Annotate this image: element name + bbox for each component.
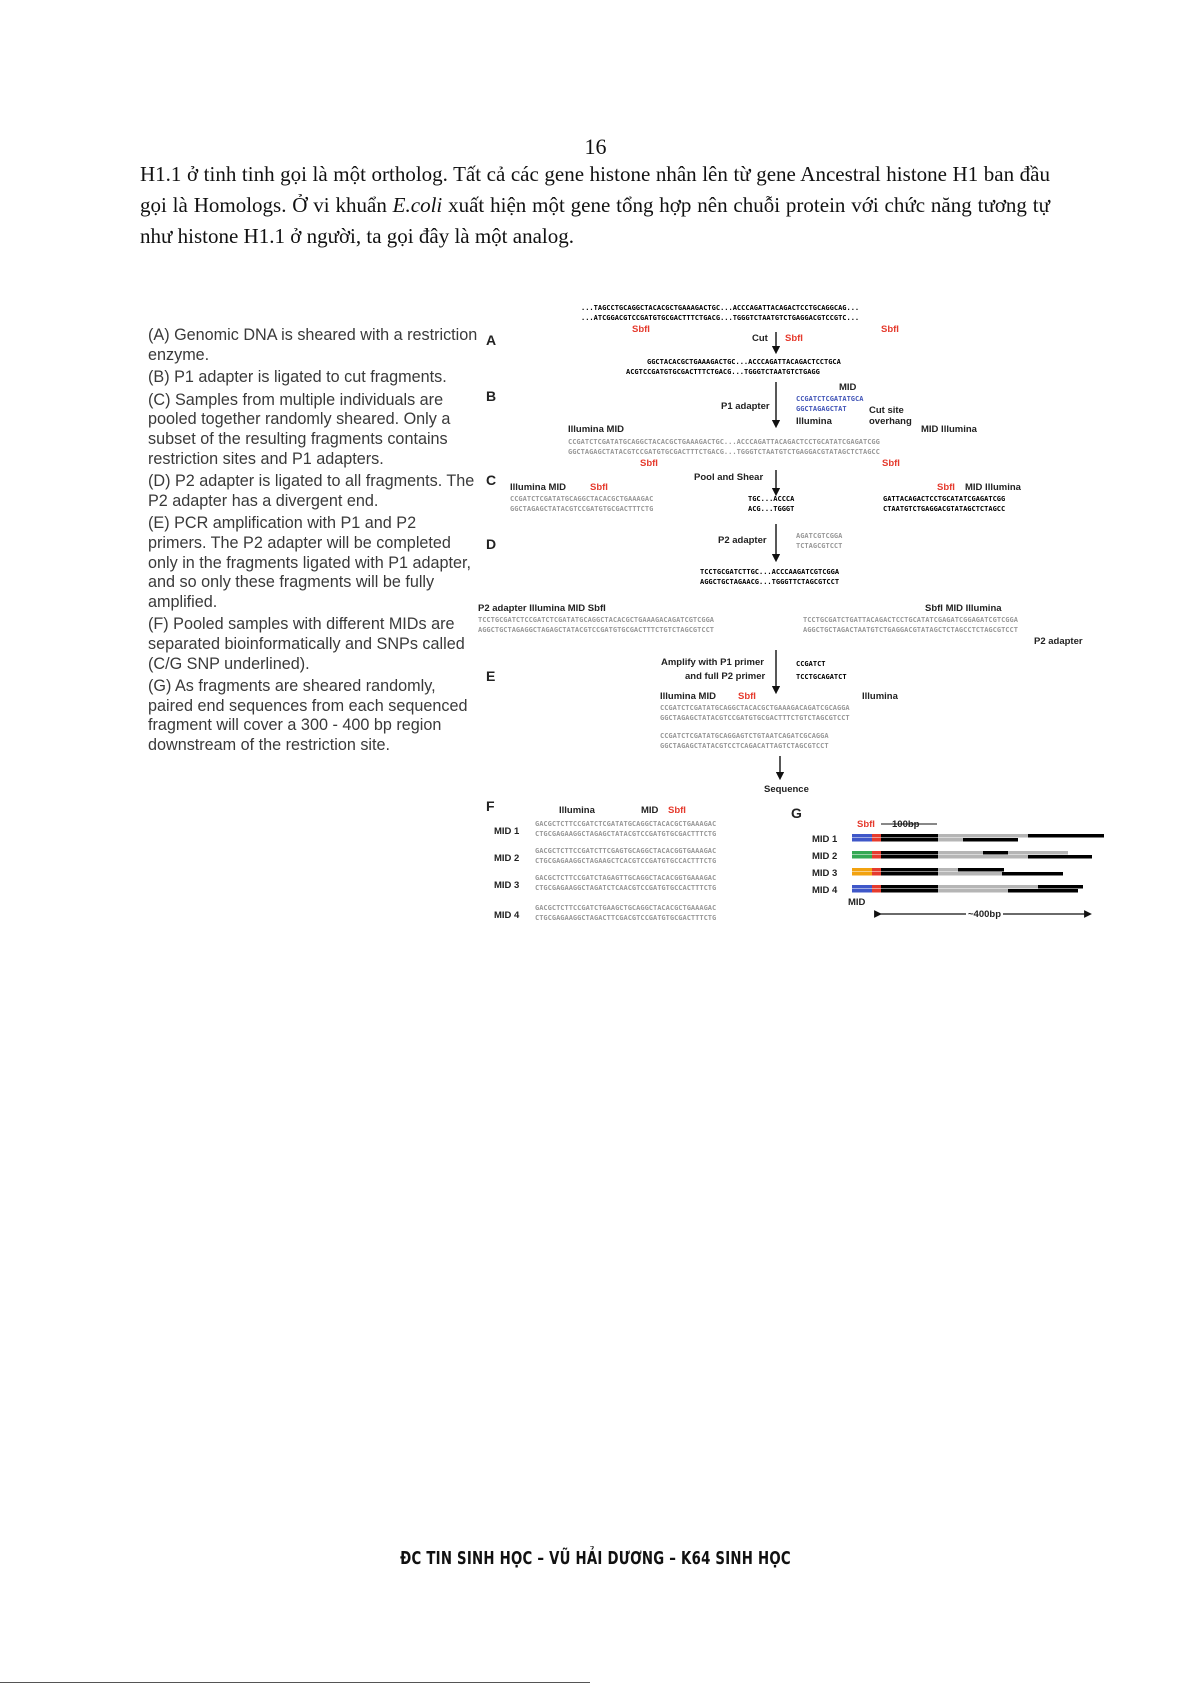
panel-label-c: C: [486, 472, 497, 488]
g-mid-1: MID 1: [812, 834, 838, 845]
f-mid: MID: [641, 805, 659, 816]
paragraph-text-2: xuất hiện một gene tổng hợp nên chuỗi protein với chức năng tương tự như histone H1.1 ở người, ta gọi đây là một analog.: [140, 193, 1050, 248]
f-row-1-top: GACGCTCTTCCGATCTCGATATGCAGGCTACACGCTGAAAGAC: [535, 820, 717, 828]
g-read-segment-3-2-2: [938, 872, 1002, 876]
g-mid-label: MID: [848, 897, 866, 908]
panel-label-f: F: [486, 798, 495, 814]
f-row-3: [494, 874, 716, 892]
e-amplify-1: Amplify with P1 primer: [661, 657, 764, 668]
g-mid-4: MID 4: [812, 885, 838, 896]
g-read-segment-2-1-4: [1008, 851, 1068, 855]
a-cut-enzyme: SbfI: [785, 333, 803, 344]
b-lig-top: CCGATCTCGATATGCAGGCTACACGCTGAAAGACTGC...ACCCAGATTACAGACTCCTGCATATCGAGATCGG: [568, 438, 880, 446]
d-frag-bottom: AGGCTGCTAGAACG...TGGGTTCTAGCGTCCT: [700, 578, 840, 586]
a-top-strand: ...TAGCCTGCAGGCTACACGCTGAAAGACTGC...ACCCAGATTACAGACTCCTGCAGGCAG...: [581, 304, 860, 312]
a-sbfi-right: SbfI: [881, 324, 899, 335]
panel-label-d: D: [486, 536, 497, 552]
g-sbfi-tag-2-2: [872, 855, 881, 859]
b-illumina-mid: Illumina MID: [568, 424, 624, 435]
b-p1-adapter: P1 adapter: [721, 401, 770, 412]
b-top: GGCTACACGCTGAAAGACTGC...ACCCAGATTACAGACTCCTGCA: [647, 358, 841, 366]
legend-a: (A) Genomic DNA is sheared with a restriction enzyme.: [148, 326, 478, 364]
g-mid-tag-1-2: [852, 838, 872, 842]
b-mid-illumina: MID Illumina: [921, 424, 977, 435]
g-read-segment-4-2-3: [1008, 889, 1078, 893]
d-row2-top: TCCTGCGATCTGATTACAGACTCCTGCATATCGAGATCGGAGATCGTCGGA: [803, 616, 1018, 624]
g-read-segment-4-2-2: [938, 889, 1008, 893]
f-row-2-label: MID 2: [494, 853, 520, 864]
f-row-4-top: GACGCTCTTCCGATCTGAAGCTGCAGGCTACACGCTGAAAGAC: [535, 904, 717, 912]
b-illumina: Illumina: [796, 416, 832, 427]
g-mid-tag-3-1: [852, 868, 872, 872]
c-pool-shear: Pool and Shear: [694, 472, 764, 483]
g-read-segment-2-2-2: [938, 855, 1028, 859]
g-sbfi-tag-1-2: [872, 838, 881, 842]
paragraph-italic-species: E.coli: [392, 193, 443, 217]
g-read-segment-4-1-3: [1038, 885, 1083, 889]
e-amplify-2: and full P2 primer: [685, 671, 766, 682]
g-read-segment-3-1-1: [881, 868, 938, 872]
legend-b: (B) P1 adapter is ligated to cut fragments.: [148, 368, 447, 387]
panel-label-a: A: [486, 332, 497, 348]
g-read-segment-1-1-3: [1028, 834, 1104, 838]
rad-seq-figure: [148, 298, 1112, 930]
f-row-2-top: GACGCTCTTCCGATCTTCGAGTGCAGGCTACACGGTGAAAGAC: [535, 847, 717, 855]
f-row-4: [494, 904, 716, 922]
body-paragraph: [140, 159, 1050, 252]
g-read-segment-3-1-3: [958, 868, 1004, 872]
e-sequence: Sequence: [764, 784, 809, 795]
f-row-1-bottom: CTGCGAGAAGGCTAGAGCTATACGTCCGATGTGCGACTTTCTG: [535, 830, 717, 838]
d-row-top: TCCTGCGATCTCCGATCTCGATATGCAGGCTACACGCTGAAAGACAGATCGTCGGA: [478, 616, 715, 624]
f-illumina: Illumina: [559, 805, 595, 816]
g-read-segment-1-2-3: [963, 838, 1018, 842]
c-sbfi-right: SbfI: [937, 482, 955, 493]
g-sbfi-tag-1-1: [872, 834, 881, 838]
e-primer2: TCCTGCAGATCT: [796, 673, 847, 681]
e-s1-top: CCGATCTCGATATGCAGGCTACACGCTGAAAGACAGATCGCAGGA: [660, 704, 850, 712]
f-row-3-label: MID 3: [494, 880, 520, 891]
e-s2-bottom: GGCTAGAGCTATACGTCCTCAGACATTAGTCTAGCGTCCT: [660, 742, 829, 750]
b-overhang: overhang: [869, 416, 912, 427]
f-row-4-label: MID 4: [494, 910, 520, 921]
paragraph-text-1: H1.1 ở tinh tinh gọi là một ortholog. Tất cả các gene histone nhân lên từ gene Ancestral histone H1 ban đầu gọi là Homologs. Ở vi khuẩn: [140, 162, 1050, 217]
e-s1-bottom: GGCTAGAGCTATACGTCCGATGTGCGACTTTCTGTCTAGCGTCCT: [660, 714, 850, 722]
panel-label-b: B: [486, 388, 497, 404]
g-mid-2: MID 2: [812, 851, 838, 862]
g-sbfi-tag-3-2: [872, 872, 881, 876]
c-illumina-mid: Illumina MID: [510, 482, 566, 493]
a-cut-label: Cut: [752, 333, 768, 344]
e-illumina: Illumina: [862, 691, 898, 702]
figure-diagram: [148, 298, 1112, 930]
a-sbfi-left: SbfI: [632, 324, 650, 335]
page-footer: ĐC TIN SINH HỌC – VŨ HẢI DƯƠNG – K64 SINH HỌC: [400, 1548, 791, 1569]
b-bottom: ACGTCCGATGTGCGACTTTCTGACG...TGGGTCTAATGTCTGAGG: [626, 368, 820, 376]
c-left-top: CCGATCTCGATATGCAGGCTACACGCTGAAAGAC: [510, 495, 654, 503]
c-mid-top: TGC...ACCCA: [748, 495, 795, 503]
f-sbfi: SbfI: [668, 805, 686, 816]
g-sbfi: SbfI: [857, 819, 875, 830]
g-read-segment-1-1-1: [881, 834, 938, 838]
c-left-bottom: GGCTAGAGCTATACGTCCGATGTGCGACTTTCTG: [510, 505, 654, 513]
g-read-bars: [852, 834, 1104, 893]
c-right-top: GATTACAGACTCCTGCATATCGAGATCGG: [883, 495, 1006, 503]
g-read-segment-4-2-1: [881, 889, 938, 893]
f-row-1: [494, 820, 716, 838]
e-s2-top: CCGATCTCGATATGCAGGAGTCTGTAATCAGATCGCAGGA: [660, 732, 829, 740]
b-adapter-bottom: GGCTAGAGCTAT: [796, 405, 847, 413]
bottom-rule: [0, 1682, 590, 1683]
g-read-segment-4-1-1: [881, 885, 938, 889]
d-frag-top: TCCTGCGATCTTGC...ACCCAAGATCGTCGGA: [700, 568, 840, 576]
c-sbfi: SbfI: [590, 482, 608, 493]
g-mid-tag-2-1: [852, 851, 872, 855]
page-number: 16: [584, 134, 607, 159]
a-bottom-strand: ...ATCGGACGTCCGATGTGCGACTTTCTGACG...TGGGTCTAATGTCTGAGGACGTCCGTC...: [581, 314, 860, 322]
g-sbfi-tag-2-1: [872, 851, 881, 855]
g-read-segment-3-2-1: [881, 872, 938, 876]
g-read-segment-2-1-2: [938, 851, 983, 855]
panel-label-e: E: [486, 668, 496, 684]
f-row-2-bottom: CTGCGAGAAGGCTAGAAGCTCACGTCCGATGTGCCACTTTCTG: [535, 857, 717, 865]
e-primer1: CCGATCT: [796, 660, 826, 668]
b-sbfi-left: SbfI: [640, 458, 658, 469]
d-row-left-labels: P2 adapter Illumina MID SbfI: [478, 603, 606, 614]
legend-d: (D) P2 adapter is ligated to all fragments. The P2 adapter has a divergent end.: [148, 472, 475, 510]
f-row-3-bottom: CTGCGAGAAGGCTAGATCTCAACGTCCGATGTGCCACTTTCTG: [535, 884, 717, 892]
g-read-segment-2-2-3: [1028, 855, 1092, 859]
d-p2-bottom: TCTAGCGTCCT: [796, 542, 843, 550]
panel-label-g: G: [791, 805, 802, 821]
d-p2-adapter: P2 adapter: [718, 535, 767, 546]
g-read-segment-2-1-1: [881, 851, 938, 855]
g-sbfi-tag-4-1: [872, 885, 881, 889]
g-mid-tag-3-2: [852, 872, 872, 876]
b-lig-bottom: GGCTAGAGCTATACGTCCGATGTGCGACTTTCTGACG...TGGGTCTAATGTCTGAGGACGTATAGCTCTAGCC: [568, 448, 880, 456]
f-row-1-label: MID 1: [494, 826, 520, 837]
f-row-4-bottom: CTGCGAGAAGGCTAGACTTCGACGTCCGATGTGCGACTTTCTG: [535, 914, 717, 922]
e-sbfi: SbfI: [738, 691, 756, 702]
g-read-segment-4-1-2: [938, 885, 1038, 889]
legend-e: (E) PCR amplification with P1 and P2 primers. The P2 adapter will be completed only in the fragments ligated with P1 adapter, and so only these fragments will be fully amplified.: [148, 514, 472, 611]
b-cut-site: Cut site: [869, 405, 904, 416]
b-sbfi-right: SbfI: [882, 458, 900, 469]
d-row-bottom: AGGCTGCTAGAGGCTAGAGCTATACGTCCGATGTGCGACTTTCTGTCTAGCGTCCT: [478, 626, 715, 634]
d-p2-adapter-right: P2 adapter: [1034, 636, 1083, 647]
b-adapter-top: CCGATCTCGATATGCA: [796, 395, 864, 403]
g-mid-tag-4-1: [852, 885, 872, 889]
g-mid-3: MID 3: [812, 868, 838, 879]
b-mid: MID: [839, 382, 857, 393]
f-row-2: [494, 847, 716, 865]
d-row2-bottom: AGGCTGCTAGACTAATGTCTGAGGACGTATAGCTCTAGCCTCTAGCGTCCT: [803, 626, 1018, 634]
g-read-segment-2-2-1: [881, 855, 938, 859]
g-scale-400: ~400bp: [968, 909, 1002, 920]
g-read-segment-3-1-2: [938, 868, 958, 872]
legend-f: (F) Pooled samples with different MIDs are separated bioinformatically and SNPs called (C/G SNP underlined).: [148, 615, 465, 673]
g-sbfi-tag-4-2: [872, 889, 881, 893]
g-mid-tag-4-2: [852, 889, 872, 893]
g-mid-tag-1-1: [852, 834, 872, 838]
legend-g: (G) As fragments are sheared randomly, paired end sequences from each sequenced fragment will cover a 300 - 400 bp region downstream of the restriction site.: [148, 677, 468, 754]
d-row-right-labels: SbfI MID Illumina: [925, 603, 1002, 614]
c-mid-bottom: ACG...TGGGT: [748, 505, 795, 513]
c-right-bottom: CTAATGTCTGAGGACGTATAGCTCTAGCC: [883, 505, 1006, 513]
g-read-segment-3-2-3: [1002, 872, 1063, 876]
legend-c: (C) Samples from multiple individuals are pooled together randomly sheared. Only a subset of the resulting fragments contains restriction sites and P1 adapters.: [148, 390, 451, 468]
f-row-3-top: GACGCTCTTCCGATCTAGAGTTGCAGGCTACACGGTGAAAGAC: [535, 874, 717, 882]
g-read-segment-1-2-2: [938, 838, 963, 842]
g-mid-tag-2-2: [852, 855, 872, 859]
g-scale-100: 100bp: [892, 819, 920, 830]
c-mid-illumina: MID Illumina: [965, 482, 1021, 493]
g-read-segment-1-1-2: [938, 834, 1028, 838]
e-illumina-mid: Illumina MID: [660, 691, 716, 702]
d-p2-top: AGATCGTCGGA: [796, 532, 843, 540]
g-sbfi-tag-3-1: [872, 868, 881, 872]
g-read-segment-1-2-1: [881, 838, 938, 842]
